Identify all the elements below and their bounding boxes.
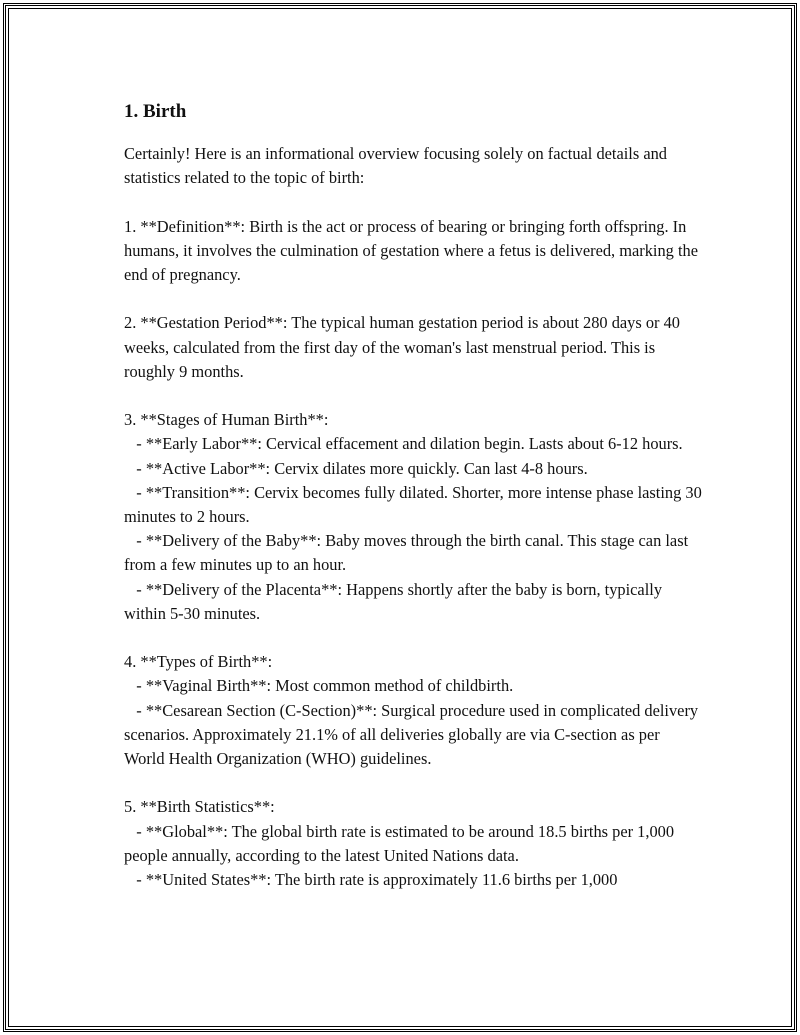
blank-line bbox=[124, 190, 704, 214]
blank-line bbox=[124, 287, 704, 311]
gestation-paragraph: 2. **Gestation Period**: The typical human gestation period is about 280 days or 40 weeks, calculated from the first day of the woman's last menstrual period. This is roughly 9 months. bbox=[124, 313, 685, 381]
intro-paragraph: Certainly! Here is an informational overview focusing solely on factual details and statistics related to the topic of birth: bbox=[124, 144, 672, 188]
document-body bbox=[124, 98, 704, 892]
blank-line bbox=[124, 384, 704, 408]
blank-line bbox=[124, 626, 704, 650]
definition-paragraph: 1. **Definition**: Birth is the act or process of bearing or bringing forth offspring. In humans, it involves the culmination of gestation where a fetus is delivered, marking the end of pregnancy. bbox=[124, 216, 703, 285]
statistics-paragraph: 5. **Birth Statistics**: - **Global**: The global birth rate is estimated to be around 18.5 births per 1,000 people annually, according to the latest United Nations data. - **United States**: The birth rate is approximately 11.6 births per 1,000 bbox=[124, 797, 675, 890]
types-paragraph: 4. **Types of Birth**: - **Vaginal Birth**: Most common method of childbirth. - **Cesarean Section (C-Section)**: Surgical procedure used in complicated delivery scenarios. Approximately 21.1% of all deliveries globally are via C-section as per World Health Organization (WHO) guidelines. bbox=[124, 652, 699, 769]
stages-paragraph: 3. **Stages of Human Birth**: - **Early Labor**: Cervical effacement and dilation begin. Lasts about 6-12 hours. - **Active Labor**: Cervix dilates more quickly. Can last 4-8 hours. - **Transition**: Cervix becomes fully dilated. Shorter, more intense phase lasting 30 minutes to 2 hours. - **Delivery of the Baby**: Baby moves through the birth canal. This stage can last from a few minutes up to an hour. - **Delivery of the Placenta**: Happens shortly after the baby is born, typically within 5-30 minutes. bbox=[124, 410, 702, 623]
blank-line bbox=[124, 771, 704, 795]
document-title: 1. Birth bbox=[124, 101, 187, 122]
document-page bbox=[3, 3, 797, 1032]
